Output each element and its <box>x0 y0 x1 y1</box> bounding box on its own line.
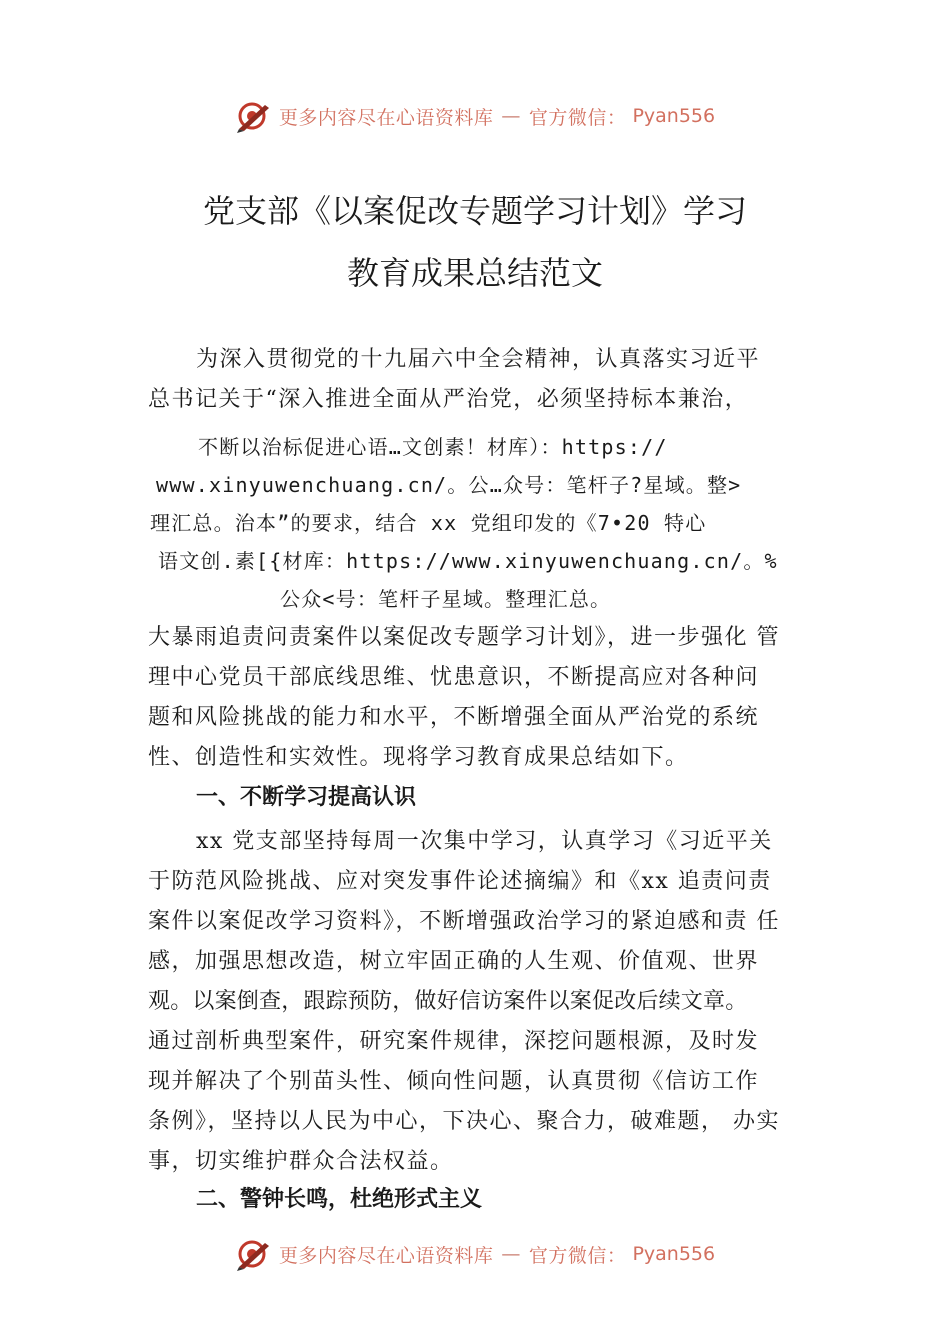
section-heading-2: 二、警钟长鸣，杜绝形式主义 <box>196 1187 483 1212</box>
pen-logo-icon <box>235 99 273 133</box>
paragraph-study <box>148 822 828 1182</box>
watermark-line: 公众<号：笔杆子星域。整理汇总。 <box>280 587 612 611</box>
header-banner <box>0 96 950 136</box>
text-line: 条例》，坚持以人民为中心，下决心、聚合力，破难题， 办实 <box>148 1109 780 1134</box>
watermark-line: 理汇总。治本”的要求，结合 xx 党组印发的《7•20 特心 <box>150 511 707 535</box>
document-title <box>0 180 950 304</box>
text-line: 现并解决了个别苗头性、倾向性问题，认真贯彻《信访工作 <box>148 1069 760 1094</box>
text-line: 于防范风险挑战、应对突发事件论述摘编》和《xx 追责问责 <box>148 869 772 894</box>
banner-wechat-id: Pyan556 <box>632 1243 716 1265</box>
watermark-line: 不断以治标促进心语…文创素！材库）：https:// <box>198 435 668 459</box>
banner-separator: — <box>501 105 521 127</box>
text-line: 总书记关于“深入推进全面从严治党，必须坚持标本兼治， <box>148 387 749 412</box>
banner-text: 更多内容尽在心语资料库 <box>278 1244 494 1267</box>
title-line-2: 教育成果总结范文 <box>346 254 603 292</box>
banner-label: 官方微信： <box>528 106 627 129</box>
section-heading-2-wrap <box>148 1180 828 1220</box>
text-line: xx 党支部坚持每周一次集中学习，认真学习《习近平关 <box>196 829 773 854</box>
pen-logo-icon <box>235 1237 273 1271</box>
banner-content <box>235 1237 715 1271</box>
footer-banner <box>0 1234 950 1274</box>
title-line-1: 党支部《以案促改专题学习计划》学习 <box>202 192 747 230</box>
text-line: 大暴雨追责问责案件以案促改专题学习计划》，进一步强化 管 <box>148 625 780 650</box>
watermark-block <box>150 428 810 618</box>
text-line: 为深入贯彻党的十九届六中全会精神，认真落实习近平 <box>196 347 761 372</box>
text-line: 感，加强思想改造，树立牢固正确的人生观、价值观、世界 <box>148 949 760 974</box>
banner-label: 官方微信： <box>528 1244 627 1267</box>
section-heading-1: 一、不断学习提高认识 <box>196 785 417 810</box>
text-line: 通过剖析典型案件，研究案件规律，深挖问题根源，及时发 <box>148 1029 760 1054</box>
text-line: 题和风险挑战的能力和水平，不断增强全面从严治党的系统 <box>148 705 760 730</box>
watermark-line: www.xinyuwenchuang.cn/。公…众号：笔杆子?星域。整> <box>156 473 742 497</box>
paragraph-intro <box>148 340 828 420</box>
text-line: 性、创造性和实效性。现将学习教育成果总结如下。 <box>148 745 689 770</box>
text-line: 观。以案倒查，跟踪预防，做好信访案件以案促改后续文章。 <box>148 989 748 1014</box>
text-line: 理中心党员干部底线思维、忧患意识，不断提高应对各种问 <box>148 665 760 690</box>
banner-wechat-id: Pyan556 <box>632 105 716 127</box>
banner-text: 更多内容尽在心语资料库 <box>278 106 494 129</box>
watermark-line: 语文创.素[{材库：https://www.xinyuwenchuang.cn/。% <box>158 549 778 573</box>
section-heading-1-wrap <box>148 778 828 818</box>
text-line: 案件以案促改学习资料》，不断增强政治学习的紧迫感和责 任 <box>148 909 780 934</box>
banner-content <box>235 99 715 133</box>
banner-separator: — <box>501 1243 521 1265</box>
paragraph-plan <box>148 618 828 778</box>
text-line: 事，切实维护群众合法权益。 <box>148 1149 454 1174</box>
